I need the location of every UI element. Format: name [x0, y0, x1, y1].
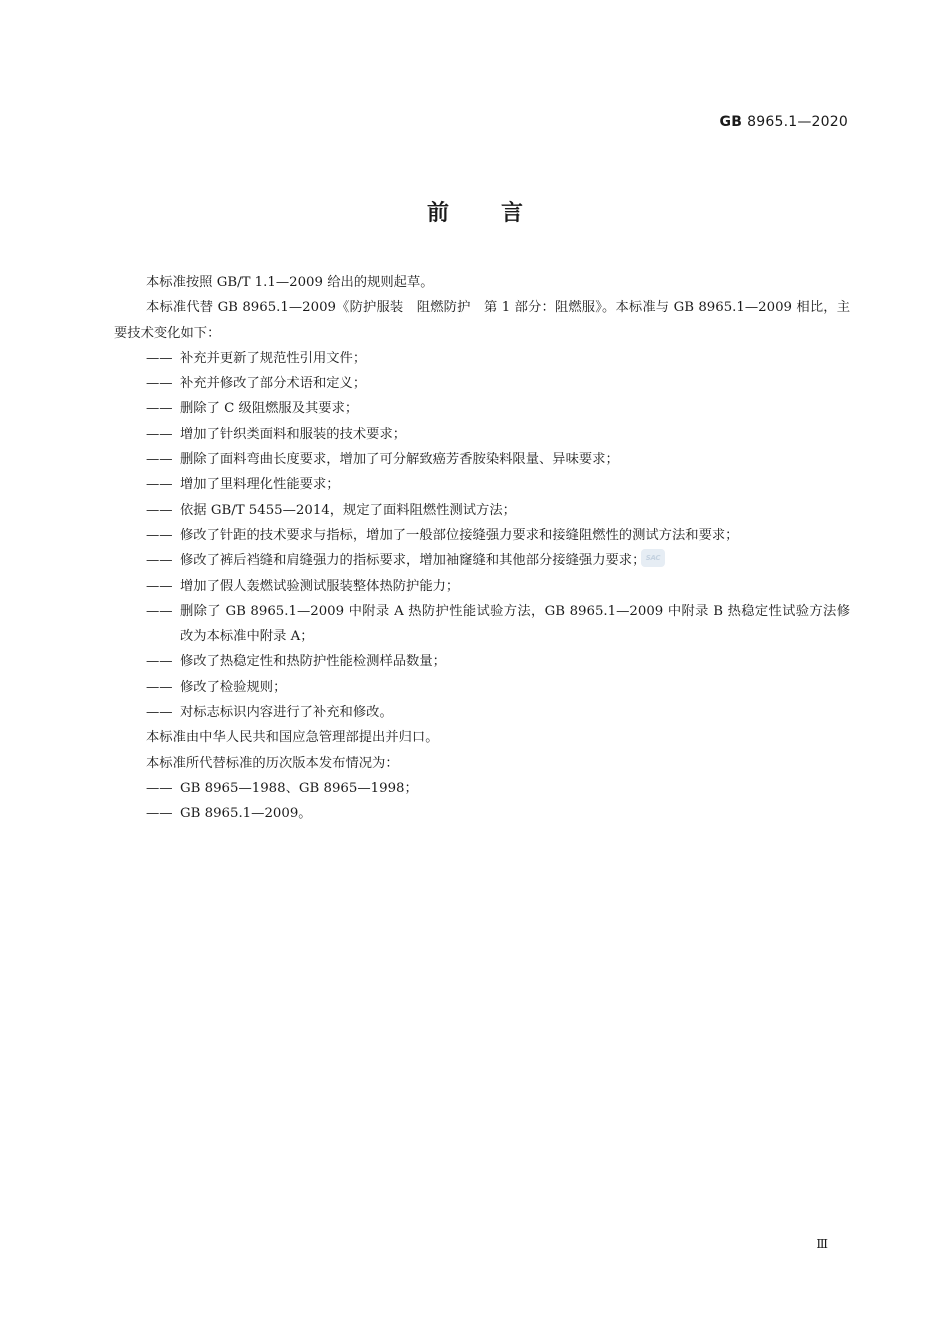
dash-mark: —— [146, 426, 173, 442]
change-text: 补充并更新了规范性引用文件； [180, 350, 367, 366]
dash-mark: —— [146, 654, 173, 670]
dash-mark: —— [146, 603, 173, 619]
change-text: 补充并修改了部分术语和定义； [180, 376, 367, 392]
dash-mark: —— [146, 553, 173, 569]
foreword-body [114, 270, 850, 827]
paragraph-drafting-rules: 本标准按照 GB/T 1.1—2009 给出的规则起草。 [146, 275, 434, 290]
change-item [114, 523, 850, 548]
change-text: 增加了里料理化性能要求； [180, 477, 340, 493]
change-item [114, 574, 850, 599]
dash-mark: —— [146, 477, 173, 493]
change-text: 对标志标识内容进行了补充和修改。 [180, 705, 393, 721]
change-item [114, 548, 850, 573]
change-item [114, 675, 850, 700]
change-item [114, 498, 850, 523]
history-text: GB 8965.1—2009。 [180, 806, 312, 822]
history-item [114, 776, 850, 801]
change-item [114, 371, 850, 396]
standard-code [720, 114, 848, 130]
change-item [114, 700, 850, 725]
change-text: 修改了裤后裆缝和肩缝强力的指标要求，增加袖窿缝和其他部分接缝强力要求； [180, 553, 646, 569]
history-text: GB 8965—1988、GB 8965—1998； [180, 780, 418, 796]
dash-mark: —— [146, 705, 173, 721]
dash-mark: —— [146, 452, 173, 468]
change-item [114, 422, 850, 447]
change-text: 删除了 GB 8965.1—2009 中附录 A 热防护性能试验方法，GB 8965.1—2009 中附录 B 热稳定性试验方法修改为本标准中附录 A； [180, 603, 850, 645]
dash-mark: —— [146, 578, 173, 594]
change-text: 删除了 C 级阻燃服及其要求； [180, 401, 359, 417]
change-text: 增加了假人轰燃试验测试服装整体热防护能力； [180, 578, 460, 594]
change-text: 修改了检验规则； [180, 679, 287, 695]
dash-mark: —— [146, 350, 173, 366]
change-item [114, 346, 850, 371]
change-text: 修改了针距的技术要求与指标，增加了一般部位接缝强力要求和接缝阻燃性的测试方法和要求； [180, 527, 739, 543]
change-item [114, 472, 850, 497]
dash-mark: —— [146, 401, 173, 417]
dash-mark: —— [146, 527, 173, 543]
dash-mark: —— [146, 806, 173, 822]
paragraph-history-intro: 本标准所代替标准的历次版本发布情况为： [146, 755, 399, 771]
change-text: 删除了面料弯曲长度要求，增加了可分解致癌芳香胺染料限量、异味要求； [180, 452, 619, 468]
standard-code-prefix: GB [719, 114, 743, 130]
dash-mark: —— [146, 780, 173, 796]
change-text: 修改了热稳定性和热防护性能检测样品数量； [180, 654, 446, 670]
history-item [114, 801, 850, 826]
sac-watermark-icon: SAC [641, 549, 665, 567]
paragraph-proposed-by: 本标准由中华人民共和国应急管理部提出并归口。 [146, 730, 439, 746]
paragraph-replacement: 本标准代替 GB 8965.1—2009《防护服装 阻燃防护 第 1 部分：阻燃服》。本标准与 GB 8965.1—2009 相比，主要技术变化如下： [114, 300, 850, 341]
change-item [114, 599, 850, 650]
change-item [114, 396, 850, 421]
dash-mark: —— [146, 376, 173, 392]
change-item [114, 649, 850, 674]
dash-mark: —— [146, 679, 173, 695]
change-item [114, 447, 850, 472]
standard-code-number: 8965.1—2020 [747, 114, 848, 130]
page-title: 前言 [426, 201, 575, 226]
page-number: Ⅲ [816, 1237, 828, 1251]
dash-mark: —— [146, 502, 173, 518]
change-text: 依据 GB/T 5455—2014，规定了面料阻燃性测试方法； [180, 502, 516, 518]
change-text: 增加了针织类面料和服装的技术要求； [180, 426, 407, 442]
